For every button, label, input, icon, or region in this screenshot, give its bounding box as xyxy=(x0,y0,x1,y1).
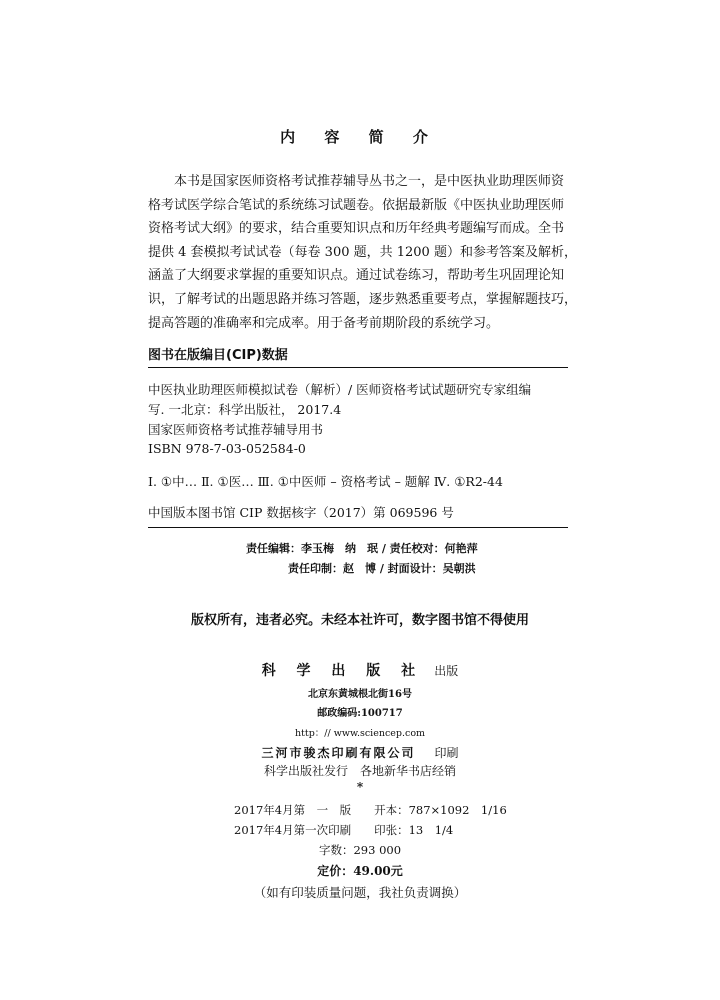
publisher-address: 北京东黄城根北街16号 xyxy=(308,689,412,700)
print-run-line: 2017年4月第一次印刷 印张：13 1/4 xyxy=(234,823,454,837)
cip-line-2: 写. 一北京：科学出版社， 2017.4 xyxy=(148,402,342,417)
intro-paragraph xyxy=(148,170,578,335)
cip-bottom-rule xyxy=(148,527,568,528)
intro-line: 涵盖了大纲要求掌握的重要知识点。通过试卷练习，帮助考生巩固理论知 xyxy=(148,268,565,284)
distribution-line: 科学出版社发行 各地新华书店经销 xyxy=(263,764,456,778)
page-title: 内 容 简 介 xyxy=(280,128,440,146)
printer-line xyxy=(0,742,720,761)
staff-line-1: 责任编辑：李玉梅 纳 珉 / 责任校对：何艳萍 xyxy=(246,542,478,555)
publish-label: 出版 xyxy=(434,664,459,678)
word-count: 字数：293 000 xyxy=(318,843,402,857)
cip-top-rule xyxy=(148,367,568,368)
cip-catalog-number: 中国版本图书馆 CIP 数据核字（2017）第 069596 号 xyxy=(148,505,454,520)
print-label: 印刷 xyxy=(434,746,459,760)
intro-line: 提高答题的准确率和完成率。用于备考前期阶段的系统学习。 xyxy=(148,315,500,331)
publisher-line xyxy=(0,660,720,680)
publisher-name: 科 学 出 版 社 xyxy=(261,663,424,679)
intro-line: 资格考试大纲》的要求，结合重要知识点和历年经典考题编写而成。全书 xyxy=(148,221,565,237)
edition-line: 2017年4月第 一 版 开本：787×1092 1/16 xyxy=(234,803,507,817)
intro-line: 识，了解考试的出题思路并练习答题，逐步熟悉重要考点，掌握解题技巧， xyxy=(148,291,578,307)
cip-isbn: ISBN 978-7-03-052584-0 xyxy=(148,441,306,456)
staff-line-2: 责任印制：赵 博 / 封面设计：吴朝洪 xyxy=(288,562,476,575)
cip-classification: Ⅰ. ①中… Ⅱ. ①医… Ⅲ. ①中医师 – 资格考试 – 题解 Ⅳ. ①R2-44 xyxy=(148,474,503,489)
cip-line-3: 国家医师资格考试推荐辅导用书 xyxy=(148,422,324,437)
printer-name: 三河市骏杰印刷有限公司 xyxy=(261,746,416,760)
publisher-website: http：// www.sciencep.com xyxy=(294,728,426,739)
cip-heading: 图书在版编目(CIP)数据 xyxy=(148,348,288,363)
intro-line: 提供 4 套模拟考试试卷（每卷 300 题，共 1200 题）和参考答案及解析， xyxy=(148,244,577,260)
cip-line-1: 中医执业助理医师模拟试卷（解析）/ 医师资格考试试题研究专家组编 xyxy=(148,382,532,397)
intro-line: 本书是国家医师资格考试推荐辅导丛书之一，是中医执业助理医师资 xyxy=(174,174,565,189)
price: 定价：49.00元 xyxy=(317,864,403,878)
publisher-postcode: 邮政编码:100717 xyxy=(317,708,403,719)
rights-notice: 版权所有，违者必究。未经本社许可，数字图书馆不得使用 xyxy=(190,613,529,628)
intro-line: 格考试医学综合笔试的系统练习试题卷。依据最新版《中医执业助理医师 xyxy=(148,197,565,213)
separator-asterisk: * xyxy=(356,780,364,794)
quality-notice: （如有印装质量问题，我社负责调换） xyxy=(253,885,467,900)
